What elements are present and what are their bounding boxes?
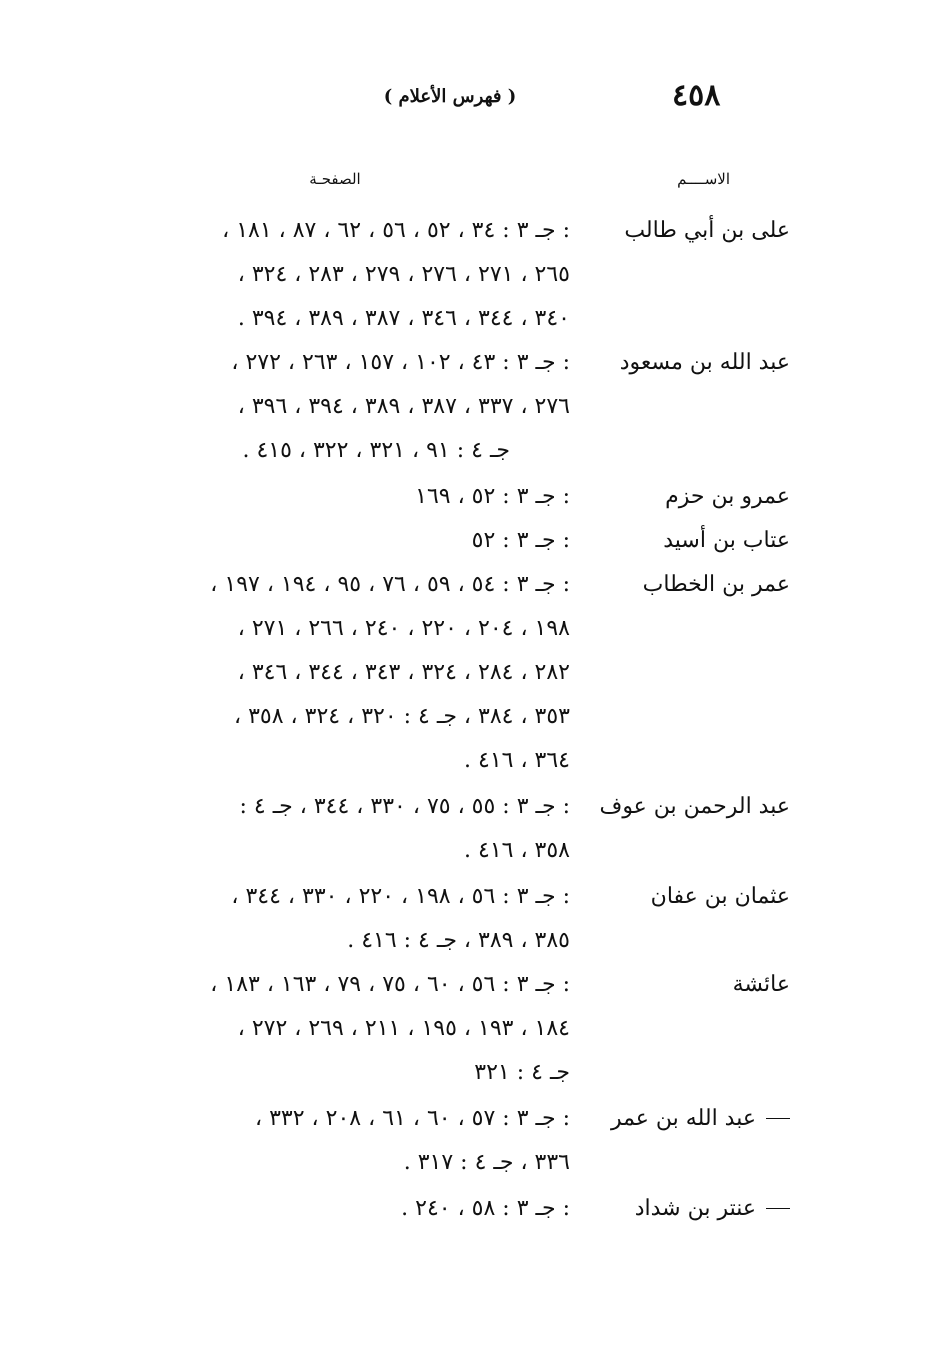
entry-name: على بن أبي طالب: [624, 218, 790, 243]
page-title: ( فهرس الأعلام ): [383, 86, 517, 107]
entry-pages-line: ١٨٤ ، ١٩٣ ، ١٩٥ ، ٢١١ ، ٢٦٩ ، ٢٧٢ ،: [237, 1016, 570, 1041]
entry-name: عمرو بن حزم: [665, 484, 790, 509]
entry-pages-line: ٣٤٠ ، ٣٤٤ ، ٣٤٦ ، ٣٨٧ ، ٣٨٩ ، ٣٩٤ .: [237, 306, 570, 331]
entry-pages-line: : جـ ٣ : ٥٦ ، ٦٠ ، ٧٥ ، ٧٩ ، ١٦٣ ، ١٨٣ ،: [210, 972, 570, 997]
entry-pages-line: ٣٨٥ ، ٣٨٩ ، جـ ٤ : ٤١٦ .: [347, 928, 570, 953]
page-number: ٤٥٨: [672, 78, 721, 113]
entry-pages-line: : جـ ٣ : ٤٣ ، ١٠٢ ، ١٥٧ ، ٢٦٣ ، ٢٧٢ ،: [231, 350, 570, 375]
entry-pages-line: ٣٥٣ ، ٣٨٤ ، جـ ٤ : ٣٢٠ ، ٣٢٤ ، ٣٥٨ ،: [234, 704, 570, 729]
entry-pages-line: : جـ ٣ : ٥٦ ، ١٩٨ ، ٢٢٠ ، ٣٣٠ ، ٣٤٤ ،: [231, 884, 570, 909]
entry-pages-line: : جـ ٣ : ٥٢ ، ١٦٩: [415, 484, 570, 509]
entry-pages-line: : جـ ٣ : ٥٧ ، ٦٠ ، ٦١ ، ٢٠٨ ، ٣٣٢ ،: [255, 1106, 570, 1131]
entry-pages-line: ٣٥٨ ، ٤١٦ .: [464, 838, 570, 863]
entry-pages-line: ٢٨٢ ، ٢٨٤ ، ٣٢٤ ، ٣٤٣ ، ٣٤٤ ، ٣٤٦ ،: [237, 660, 570, 685]
entry-name: عبد الله بن مسعود: [619, 350, 790, 375]
column-header-page: الصفحـة: [309, 170, 361, 188]
entry-pages-line: : جـ ٣ : ٥٤ ، ٥٩ ، ٧٦ ، ٩٥ ، ١٩٤ ، ١٩٧ ،: [210, 572, 570, 597]
entry-name: عمر بن الخطاب: [642, 572, 790, 597]
entry-pages-line: : جـ ٣ : ٥٥ ، ٧٥ ، ٣٣٠ ، ٣٤٤ ، جـ ٤ :: [239, 794, 570, 819]
entry-pages-line: جـ ٤ : ٩١ ، ٣٢١ ، ٣٢٢ ، ٤١٥ .: [242, 438, 510, 463]
entry-name: عثمان بن عفان: [650, 884, 790, 909]
entry-name: عائشة: [732, 972, 790, 997]
entry-pages-line: ٣٦٤ ، ٤١٦ .: [464, 748, 570, 773]
entry-pages-line: جـ ٤ : ٣٢١: [474, 1060, 570, 1085]
entry-name: عبد الله بن عمر: [550, 1106, 790, 1131]
entry-name: عنتر بن شداد: [550, 1196, 790, 1221]
entry-pages-line: : جـ ٣ : ٣٤ ، ٥٢ ، ٥٦ ، ٦٢ ، ٨٧ ، ١٨١ ،: [222, 218, 570, 243]
entry-pages-line: ٢٦٥ ، ٢٧١ ، ٢٧٦ ، ٢٧٩ ، ٢٨٣ ، ٣٢٤ ،: [237, 262, 570, 287]
entry-pages-line: ٣٣٦ ، جـ ٤ : ٣١٧ .: [403, 1150, 570, 1175]
dash-marker: [766, 1118, 790, 1119]
entry-pages-line: ٢٧٦ ، ٣٣٧ ، ٣٨٧ ، ٣٨٩ ، ٣٩٤ ، ٣٩٦ ،: [237, 394, 570, 419]
column-header-name: الاســــم: [677, 170, 730, 188]
entry-pages-line: : جـ ٣ : ٥٨ ، ٢٤٠ .: [401, 1196, 570, 1221]
dash-marker: [766, 1208, 790, 1209]
entry-name: عتاب بن أسيد: [663, 528, 790, 553]
entry-pages-line: : جـ ٣ : ٥٢: [471, 528, 570, 553]
entry-name: عبد الرحمن بن عوف: [599, 794, 790, 819]
entry-pages-line: ١٩٨ ، ٢٠٤ ، ٢٢٠ ، ٢٤٠ ، ٢٦٦ ، ٢٧١ ،: [237, 616, 570, 641]
